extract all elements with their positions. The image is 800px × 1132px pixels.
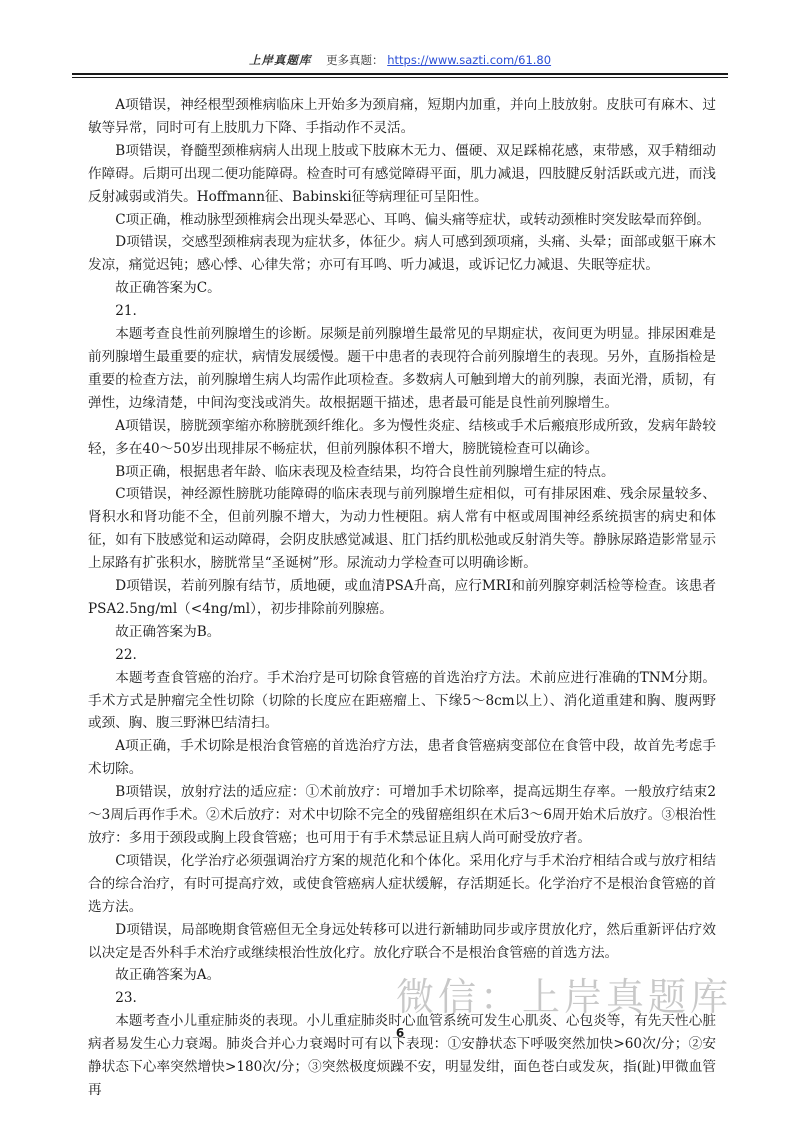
- paragraph: A项正确，手术切除是根治食管癌的首选治疗方法，患者食管癌病变部位在食管中段，故首先考虑手术切除。: [88, 738, 716, 778]
- paragraph: C项正确，椎动脉型颈椎病会出现头晕恶心、耳鸣、偏头痛等症状，或转动颈椎时突发眩晕而猝倒。: [115, 211, 711, 228]
- question-number: 23.: [115, 990, 137, 1007]
- page-header: [70, 52, 730, 74]
- paragraph: A项错误，膀胱颈挛缩亦称膀胱颈纤维化。多为慢性炎症、结核或手术后瘢痕形成所致，发病年龄较轻，多在40～50岁出现排尿不畅症状，但前列腺体积不增大，膀胱镜检查可以确诊。: [88, 417, 716, 457]
- paragraph: D项错误，交感型颈椎病表现为症状多，体征少。病人可感到颈项痛，头痛、头晕；面部或躯干麻木发凉，痛觉迟钝；感心悸、心律失常；亦可有耳鸣、听力减退，或诉记忆力减退、失眠等症状。: [88, 234, 716, 274]
- header-rule-thin: [72, 77, 728, 78]
- paragraph: 本题考查小儿重症肺炎的表现。小儿重症肺炎时心血管系统可发生心肌炎、心包炎等，有先天性心脏病者易发生心力衰竭。肺炎合并心力衰竭时可有以下表现：①安静状态下呼吸突然加快>60次/分；②安静状态下心率突然增快>180次/分；③突然极度烦躁不安，明显发绀，面色苍白或发灰，指(趾)甲微血管再: [88, 1013, 716, 1098]
- header-label: 更多真题：: [326, 53, 384, 67]
- paragraph: B项错误，放射疗法的适应症：①术前放疗：可增加手术切除率，提高远期生存率。一般放疗结束2～3周后再作手术。②术后放疗：对术中切除不完全的残留癌组织在术后3～6周开始术后放疗。③根治性放疗：多用于颈段或胸上段食管癌；也可用于有手术禁忌证且病人尚可耐受放疗者。: [88, 784, 716, 846]
- paragraph: C项错误，神经源性膀胱功能障碍的临床表现与前列腺增生症相似，可有排尿困难、残余尿量较多、肾积水和肾功能不全，但前列腺不增大，为动力性梗阻。病人常有中枢或周围神经系统损害的病史和体征，如有下肢感觉和运动障碍，会阴皮肤感觉减退、肛门括约肌松弛或反射消失等。静脉尿路造影常显示上尿路有扩张积水，膀胱常呈“圣诞树”形。尿流动力学检查可以明确诊断。: [88, 486, 716, 572]
- paragraph: 故正确答案为B。: [115, 623, 221, 640]
- header-rule: [72, 73, 728, 75]
- paragraph: B项错误，脊髓型颈椎病病人出现上肢或下肢麻木无力、僵硬、双足踩棉花感，束带感，双手精细动作障碍。后期可出现二便功能障碍。检查时可有感觉障碍平面，肌力减退，四肢腱反射活跃或亢进，而浅反射减弱或消失。Hoffmann征、Babinski征等病理征可呈阳性。: [88, 142, 716, 205]
- page-number: 6: [395, 1026, 405, 1040]
- paragraph: 本题考查食管癌的治疗。手术治疗是可切除食管癌的首选治疗方法。术前应进行准确的TNM分期。手术方式是肿瘤完全性切除（切除的长度应在距癌瘤上、下缘5～8cm以上）、消化道重建和胸、腹两野或颈、胸、腹三野淋巴结清扫。: [88, 669, 716, 732]
- paragraph: 故正确答案为A。: [115, 967, 221, 984]
- question-number: 21.: [115, 303, 137, 320]
- paragraph: A项错误，神经根型颈椎病临床上开始多为颈肩痛，短期内加重，并向上肢放射。皮肤可有麻木、过敏等异常，同时可有上肢肌力下降、手指动作不灵活。: [88, 97, 716, 136]
- document-body: [88, 94, 716, 1102]
- header-brand: 上岸真题库: [248, 53, 312, 67]
- paragraph: D项错误，若前列腺有结节，质地硬，或血清PSA升高，应行MRI和前列腺穿刺活检等检查。该患者PSA2.5ng/ml（<4ng/ml），初步排除前列腺癌。: [88, 578, 716, 617]
- paragraph: C项错误，化学治疗必须强调治疗方案的规范化和个体化。采用化疗与手术治疗相结合或与放疗相结合的综合治疗，有时可提高疗效，或使食管癌病人症状缓解，存活期延长。化学治疗不是根治食管癌的首选方法。: [88, 852, 716, 915]
- paragraph: B项正确，根据患者年龄、临床表现及检查结果，均符合良性前列腺增生症的特点。: [115, 463, 615, 480]
- watermark: 微信：上岸真题库: [396, 975, 733, 1019]
- question-number: 22.: [115, 646, 137, 663]
- paragraph: 本题考查良性前列腺增生的诊断。尿频是前列腺增生最常见的早期症状，夜间更为明显。排尿困难是前列腺增生最重要的症状，病情发展缓慢。题干中患者的表现符合前列腺增生的表现。另外，直肠指检是重要的检查方法，前列腺增生病人均需作此项检查。多数病人可触到增大的前列腺，表面光滑，质韧，有弹性，边缘清楚，中间沟变浅或消失。故根据题干描述，患者最可能是良性前列腺增生。: [88, 326, 716, 411]
- header-url-link[interactable]: https://www.sazti.com/61.80: [387, 53, 552, 67]
- paragraph: 故正确答案为C。: [115, 280, 221, 297]
- paragraph: D项错误，局部晚期食管癌但无全身远处转移可以进行新辅助同步或序贯放化疗，然后重新评估疗效以决定是否外科手术治疗或继续根治性放化疗。放化疗联合不是根治食管癌的首选方法。: [88, 921, 716, 961]
